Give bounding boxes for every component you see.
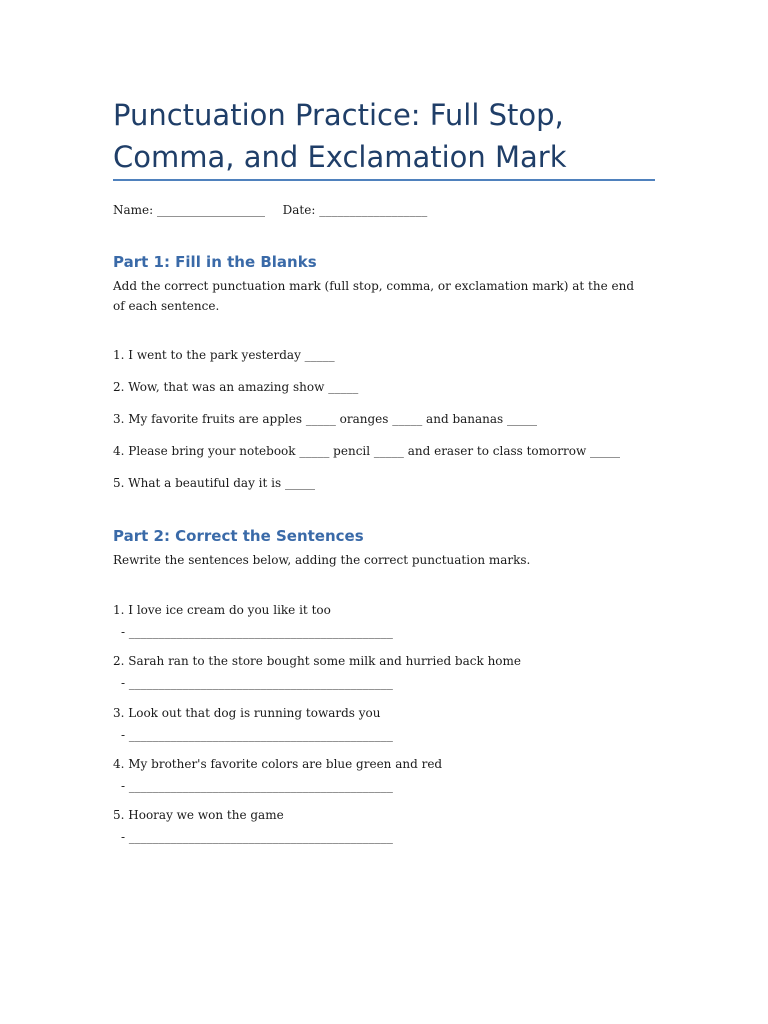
answer-line: - ____________________________________________ bbox=[121, 779, 393, 793]
part1-item: 2. Wow, that was an amazing show _____ bbox=[113, 380, 359, 394]
part1-item: 3. My favorite fruits are apples _____ oranges _____ and bananas _____ bbox=[113, 412, 538, 426]
part1-item: 4. Please bring your notebook _____ pencil _____ and eraser to class tomorrow _____ bbox=[113, 444, 621, 458]
part1-heading: Part 1: Fill in the Blanks bbox=[113, 253, 317, 271]
answer-line: - ____________________________________________ bbox=[121, 625, 393, 639]
part2-instructions: Rewrite the sentences below, adding the correct punctuation marks. bbox=[113, 553, 531, 567]
part2-item: 5. Hooray we won the game bbox=[113, 808, 284, 822]
part1-item: 1. I went to the park yesterday _____ bbox=[113, 348, 335, 362]
answer-line: - ____________________________________________ bbox=[121, 676, 393, 690]
page-title: Punctuation Practice: Full Stop, Comma, and Exclamation Mark bbox=[113, 98, 567, 174]
date-field: Date: __________________ bbox=[282, 203, 428, 217]
part2-item: 3. Look out that dog is running towards you bbox=[113, 706, 381, 720]
title-underline bbox=[113, 179, 655, 181]
part2-item: 1. I love ice cream do you like it too bbox=[113, 603, 331, 617]
name-field: Name: __________________ bbox=[113, 203, 265, 217]
part2-item: 2. Sarah ran to the store bought some milk and hurried back home bbox=[113, 654, 522, 668]
part1-item: 5. What a beautiful day it is _____ bbox=[113, 476, 315, 490]
name-date-line bbox=[113, 202, 427, 218]
answer-line: - ____________________________________________ bbox=[121, 728, 393, 742]
part1-instructions: Add the correct punctuation mark (full stop, comma, or exclamation mark) at the end of each sentence. bbox=[113, 279, 635, 313]
answer-line: - ____________________________________________ bbox=[121, 830, 393, 844]
part2-item: 4. My brother's favorite colors are blue green and red bbox=[113, 757, 443, 771]
part2-heading: Part 2: Correct the Sentences bbox=[113, 527, 364, 545]
